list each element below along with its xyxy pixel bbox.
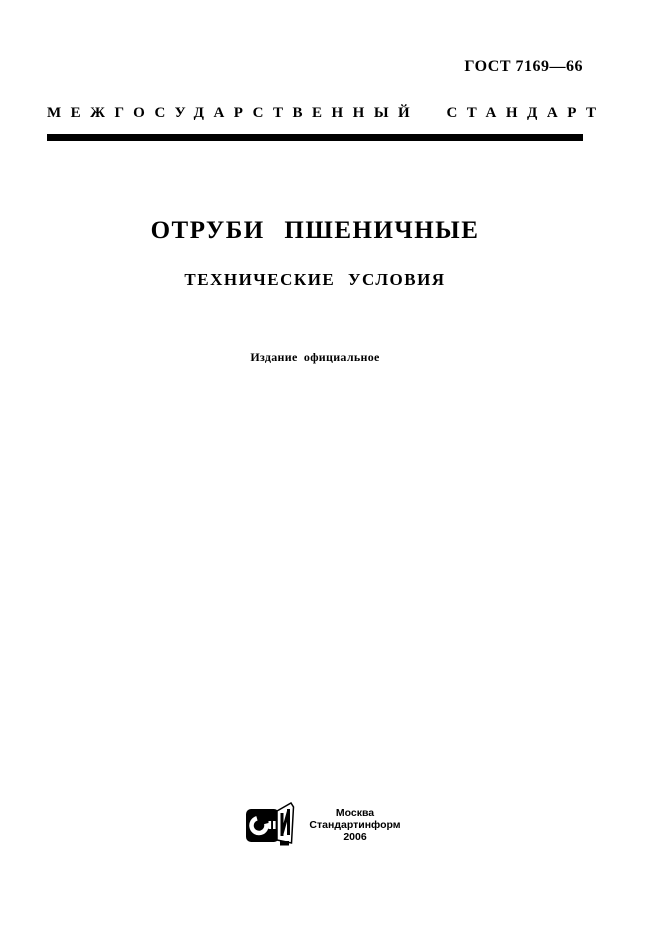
header-rule	[47, 134, 583, 141]
imprint-text	[309, 807, 400, 843]
imprint-year: 2006	[343, 831, 367, 843]
imprint-city: Москва	[335, 807, 375, 819]
edition-note: Издание официальное	[250, 350, 380, 364]
imprint	[0, 802, 653, 848]
doc-code: ГОСТ 7169—66	[464, 58, 583, 75]
doc-subtitle: ТЕХНИЧЕСКИЕ УСЛОВИЯ	[184, 270, 446, 289]
standartinform-logo-icon	[244, 802, 296, 848]
standard-category-heading: МЕЖГОСУДАРСТВЕННЫЙ СТАНДАРТ	[47, 105, 606, 121]
doc-title: ОТРУБИ ПШЕНИЧНЫЕ	[150, 217, 480, 244]
imprint-publisher: Стандартинформ	[309, 819, 401, 831]
